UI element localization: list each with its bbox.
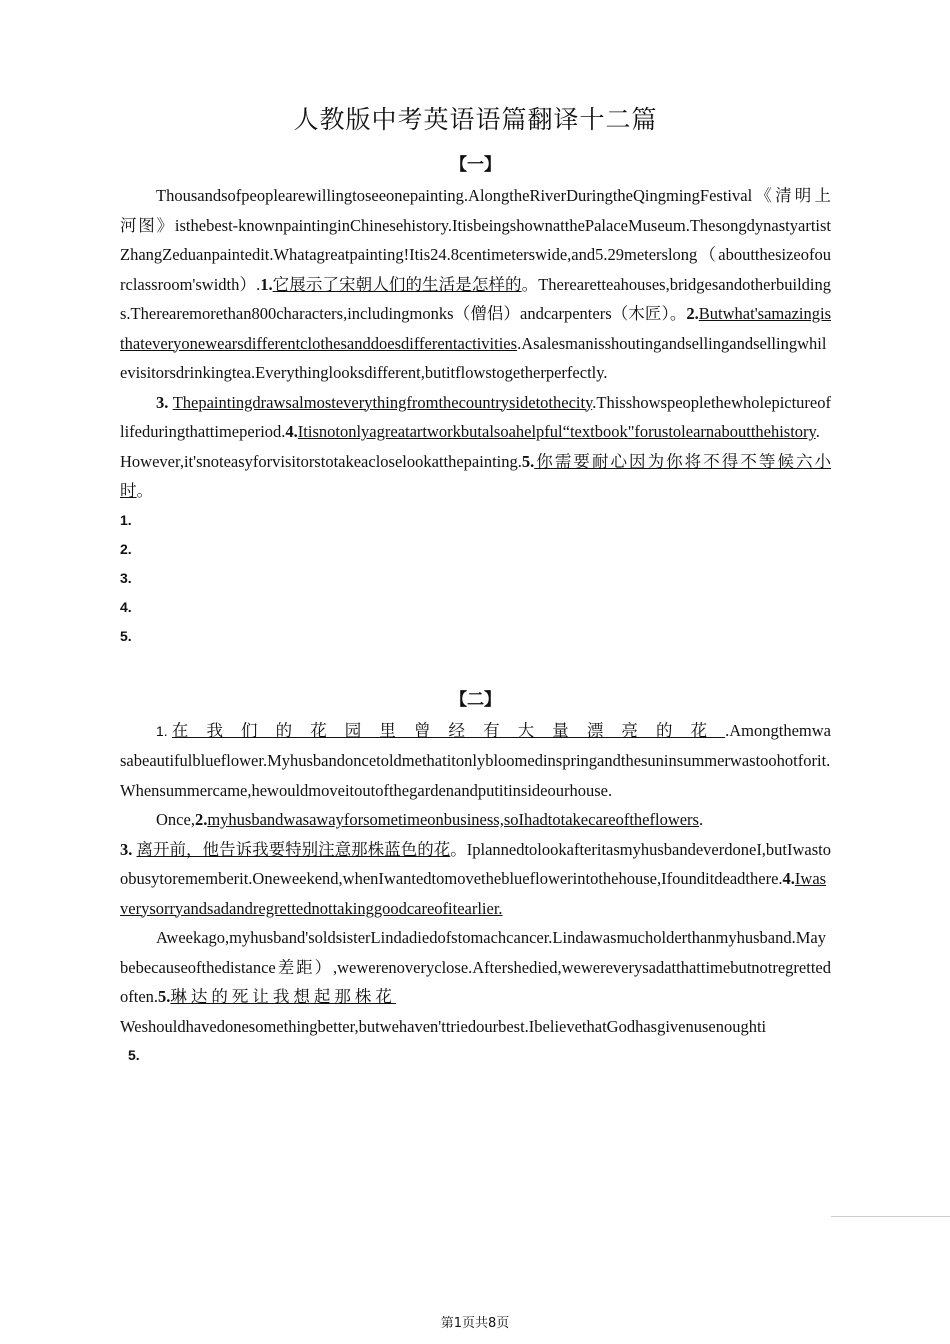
answer-line: 3. [120,569,132,586]
translation-blank: 琳达的死让我想起那株花 [170,987,396,1006]
text: .However,it'snoteasyforvisitorstotakeacloselookatthepainting. [120,422,820,471]
item-number: 2. [686,304,699,323]
text: Weshouldhavedonesomethingbetter,butwehaven'ttriedourbest.IbelievethatGodhasgivenusenoughti [120,1016,767,1036]
item-number: 3. [156,392,169,412]
paragraph [120,181,831,388]
text: Aweekago,myhusband'soldsisterLindadiedofstomachcancer.Lindawasmucholderthanmyhusband.Maybebecauseofthedistance差距）,wewerenoveryclose.Aftershedied,wewereverysadatthattimebutnotregrettedoften. [120,928,831,1006]
text: .Amongthemwasabeautifulblueflower.Myhusbandoncetoldmethatitonlybloomedinspringandthesuninsummerwastoohotforit.Whensummercame,hewouldmoveitoutofthegardenandputitinsideourhouse. [120,720,831,800]
paragraph [120,1012,831,1042]
section-heading-2: 【二】 [450,689,501,710]
text: .Thisshowspeoplethewholepictureoflifeduringthattimeperiod. [120,392,831,441]
answer-line: 1. [120,511,132,528]
page-footer: 第1页共8页 [440,1316,510,1331]
text: 。 [136,481,153,500]
answer-list [120,506,831,651]
item-number: 1. [156,722,168,739]
answer-line: 2. [120,540,132,557]
translation-blank: Itisnotonlyagreatartworkbutalsoahelpful“textbook"forustolearnaboutthehistory [297,422,816,441]
text: Thousandsofpeoplearewillingtoseeonepainting.AlongtheRiverDuringtheQingmingFestival《清明上河图》isthebest-knownpaintinginChinesehistory.ItisbeingshownatthePalaceMuseum.ThesongdynastyartistZhangZeduanpaintedit.Whatagreatpainting!Itis24.8centimeterswide,and5.29meterslong（aboutthesizeofourclassroom'swidth）. [120,186,831,294]
text: 。IplannedtolookafteritasmyhusbandeverdoneI,butIwastoobusytorememberit.Oneweekend,whenIwantedtomovetheblueflowerintothehouse,Ifounditdeadthere. [120,839,832,888]
translation-blank: Butwhat'samazingisthateveryonewearsdifferentclothesanddoesdifferentactivities [120,304,831,353]
answer-line: 5. [128,1047,140,1063]
item-number: 4. [782,869,795,888]
document-page [120,100,831,1070]
paragraph [120,835,831,924]
text: . [698,810,704,829]
section-heading-1: 【一】 [450,155,501,175]
item-number: 5. [521,451,535,471]
text: Once, [156,810,195,829]
translation-blank: 在我们的花园里曾经有大量漂亮的花 [171,720,726,740]
answer-line: 4. [120,598,132,615]
translation-blank: myhusbandwasawayforsometimeonbusiness,soIhadtotakecareoftheflowers [207,810,699,829]
item-number: 5. [158,987,171,1006]
text: 。Therearetteahouses,bridgesandotherbuildings.Therearemorethan800characters,includingmonks（僧侣）andcarpenters（木匠）。 [120,274,831,323]
page-title: 人教版中考英语语篇翻译十二篇 [293,105,658,134]
item-number: 3. [120,839,133,859]
item-number: 4. [285,422,298,441]
item-number: 1. [260,274,273,294]
paragraph [120,716,831,806]
paragraph [120,805,831,835]
translation-blank: 它展示了宋朝人们的生活是怎样的 [272,274,522,294]
translation-blank: Thepaintingdrawsalmosteverythingfromthecountrysidetothecity [172,392,593,412]
divider [831,1216,950,1217]
answer-line: 5. [120,627,132,644]
paragraph [120,388,831,506]
translation-blank: 离开前，他告诉我要特别注意那株蓝色的花 [136,839,451,859]
translation-blank: Iwasverysorryandsadandregrettednottakinggoodcareofitearlier. [120,869,827,918]
translation-blank: 你需要耐心因为你将不得不等候六小时 [120,451,831,500]
item-number: 2. [194,810,208,829]
paragraph [120,923,831,1012]
text: .Asalesmanisshoutingandsellingandsellingwhilevisitorsdrinkingtea.Everythinglooksdifferent,butitflowstogetherperfectly. [120,333,827,382]
